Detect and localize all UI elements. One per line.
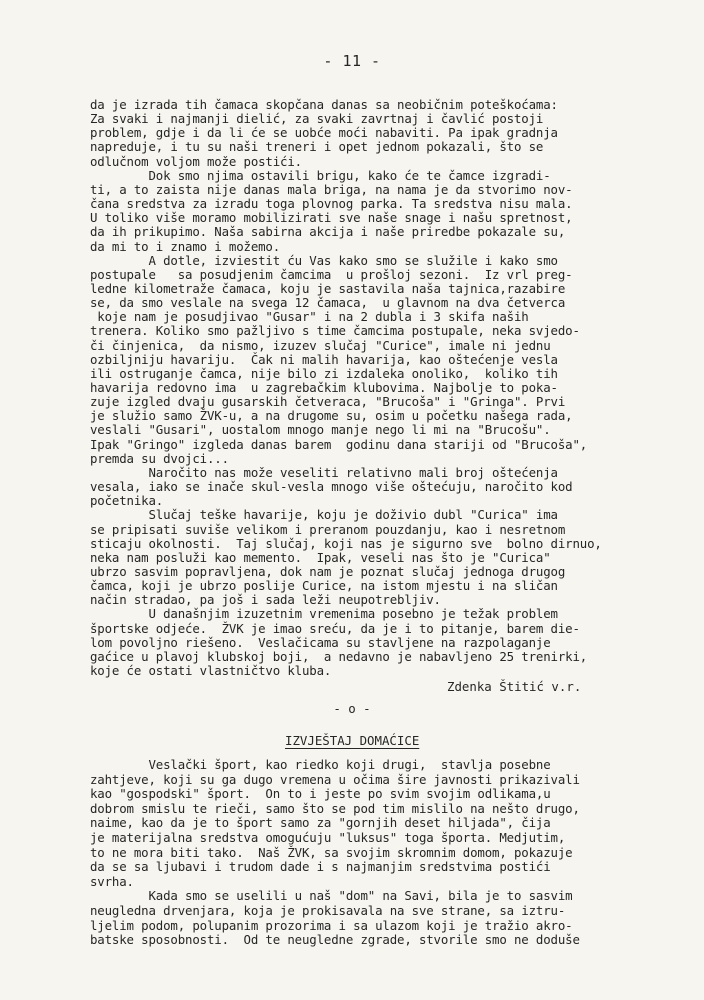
body-line: gaćice u plavoj klubskoj boji, a nedavno je nabavljeno 25 trenirki, — [90, 648, 588, 664]
body-line: športske odjeće. ŽVK je imao sreću, da je i to pitanje, barem die- — [90, 620, 580, 636]
body-line: ti, a to zaista nije danas mala briga, na nama je da stvorimo nov- — [90, 181, 573, 197]
body-line: Za svaki i najmanji dielić, za svaki zavrtnaj i čavlić postoji — [90, 111, 544, 127]
body-line: sticaju okolnosti. Taj slučaj, koji nas je sigurno sve bolno dirnuo, — [90, 535, 602, 551]
body-line: havarija redovno ima u zagrebačkim klubovima. Najbolje to poka- — [90, 380, 558, 395]
body-line: ozbiljniju havariju. Čak ni malih havarija, kao oštećenje vesla — [90, 351, 558, 367]
section-line: neugledna drvenjara, koja je prokisavala na sve strane, sa iztru- — [90, 903, 566, 918]
body-line: premda su dvojci... — [90, 450, 229, 466]
body-line: koje će ostati vlastničtvo kluba. — [90, 663, 332, 678]
body-line: čamca, koji je ubrzo poslije Curice, na istom mjestu i na sličan — [90, 578, 558, 594]
section-line: naime, kao da je to šport samo za "gornjih deset hiljada", čija — [90, 815, 551, 831]
body-line: je služio samo ŽVK-u, a na drugome su, osim u početku našega rada, — [90, 408, 573, 424]
section-separator: - o - — [333, 701, 371, 716]
section-line: je materijalna sredstva omogućuju "luksus" toga športa. Medjutim, — [90, 830, 566, 845]
body-line: A dotle, izviestit ću Vas kako smo se služile i kako smo — [90, 252, 558, 268]
section-line: ljelim podom, polupanim prozorima i sa ulazom koji je tražio akro- — [90, 917, 573, 933]
section-line: svrha. — [90, 873, 134, 889]
body-line: Naročito nas može veseliti relativno mali broj oštećenja — [90, 464, 558, 480]
body-line: koje nam je posudjivao "Gusar" i na 2 dubla i 3 skifa naših — [90, 309, 529, 325]
section-line: Kada smo se uselili u naš "dom" na Savi, bila je to sasvim — [90, 888, 573, 904]
section-line: Veslački šport, kao riedko koji drugi, stavlja posebne — [90, 757, 551, 772]
body-line: Dok smo njima ostavili brigu, kako će te čamce izgradi- — [90, 167, 551, 183]
body-line: zuje izgled dvaju gusarskih četveraca, "Brucoša" i "Gringa". Prvi — [90, 394, 566, 410]
signature: Zdenka Štitić v.r. — [447, 679, 582, 694]
body-line: ubrzo sasvim popravljena, dok nam je poznat slučaj jednoga drugog — [90, 563, 566, 579]
body-line: vesala, iako se inače skul-vesla mnogo više oštećuju, naročito kod — [90, 479, 573, 495]
body-line: ili ostruganje čamca, nije bilo zi izdaleka onoliko, koliko tih — [90, 365, 558, 381]
body-line: veslali "Gusari", uostalom mnogo manje nego li mi na "Brucošu". — [90, 422, 551, 438]
body-line: problem, gdje i da li će se uobće moći nabaviti. Pa ipak gradnja — [90, 125, 558, 141]
body-line: da ih prikupimo. Naša sabirna akcija i naše priredbe pokazale su, — [90, 224, 566, 240]
section-line: zahtjeve, koji su ga dugo vremena u očima šire javnosti prikazivali — [90, 771, 580, 787]
body-line: način stradao, pa još i sada leži neupotrebljiv. — [90, 592, 441, 608]
page-number: - 11 - — [323, 52, 381, 70]
section-line: kao "gospodski" šport. On to i jeste po svim svojim odlikama,u — [90, 786, 551, 802]
body-line: se pripisati suviše velikom i preranom pouzdanju, kao i nesretnom — [90, 521, 566, 537]
body-line: U toliko više moramo mobilizirati sve naše snage i našu spretnost, — [90, 210, 573, 226]
body-line: se, da smo veslale na svega 12 čamaca, u glavnom na dva četverca — [90, 295, 566, 311]
body-line: trenera. Koliko smo pažljivo s time čamcima postupale, neka svjedo- — [90, 323, 580, 339]
body-line: či činjenica, da nismo, izuzev slučaj "Curice", imale ni jednu — [90, 337, 551, 353]
body-line: postupale sa posudjenim čamcima u prošloj sezoni. Iz vrl preg- — [90, 266, 573, 282]
body-line: napreduje, i tu su naši treneri i opet jednom pokazali, što se — [90, 139, 544, 155]
body-line: odlučnom voljom može postići. — [90, 153, 302, 169]
body-line: da je izrada tih čamaca skopčana danas sa neobičnim poteškoćama: — [90, 97, 558, 112]
body-line: početnika. — [90, 493, 164, 509]
section-line: to ne mora biti tako. Naš ŽVK, sa svojim skromnim domom, pokazuje — [90, 844, 573, 860]
section-heading: IZVJEŠTAJ DOMAĆICE — [285, 733, 420, 748]
body-line: Slučaj teške havarije, koju je doživio dubl "Curica" ima — [90, 507, 558, 523]
section-line: da se sa ljubavi i trudom dade i s najmanjim sredstvima postići — [90, 859, 551, 875]
body-line: da mi to i znamo i možemo. — [90, 238, 281, 254]
body-line: Ipak "Gringo" izgleda danas barem godinu dana stariji od "Brucoša", — [90, 436, 588, 452]
body-line: ledne kilometraže čamaca, koju je sastavila naša tajnica,razabire — [90, 280, 566, 296]
body-line: U današnjim izuzetnim vremenima posebno je težak problem — [90, 606, 558, 622]
section-line: dobrom smislu te rieči, samo što se pod tim mislilo na nešto drugo, — [90, 800, 580, 816]
body-line: lom povoljno riešeno. Veslačicama su stavljene na razpolaganje — [90, 634, 551, 650]
body-line: čana sredstva za izradu toga plovnog parka. Ta sredstva nisu mala. — [90, 196, 573, 212]
body-line: neka nam posluži kao memento. Ipak, veseli nas što je "Curica" — [90, 549, 551, 565]
section-line: batske sposobnosti. Od te neugledne zgrade, stvorile smo ne doduše — [90, 932, 580, 948]
